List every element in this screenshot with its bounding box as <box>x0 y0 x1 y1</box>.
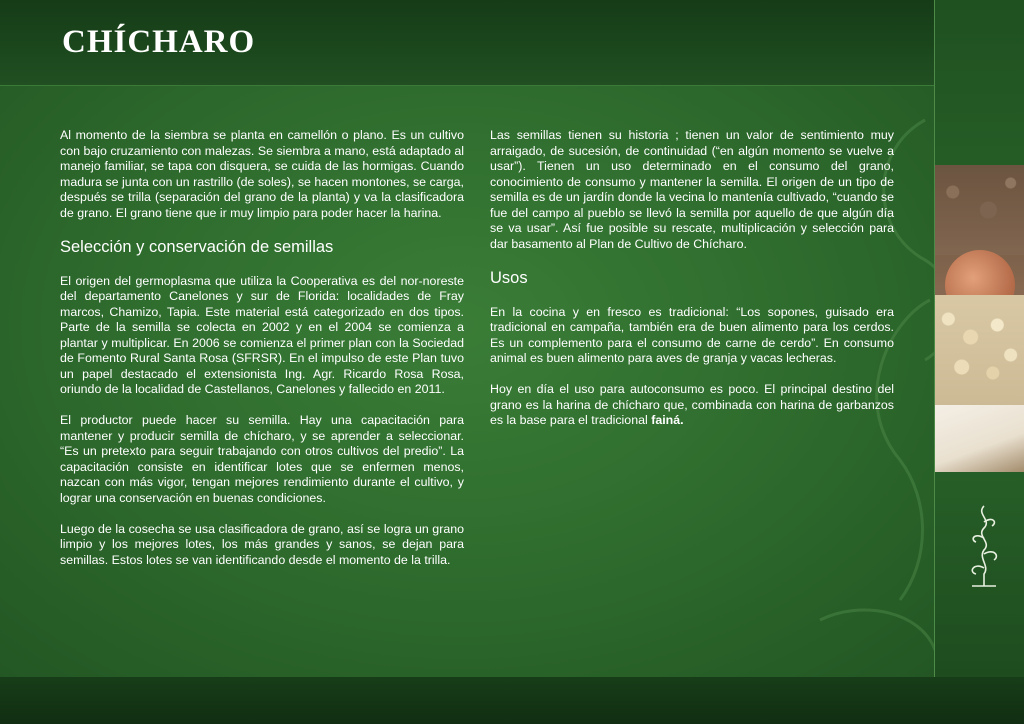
page-title: CHÍCHARO <box>62 24 256 60</box>
photo-paper <box>935 405 1024 472</box>
photo-soil <box>935 165 1024 255</box>
destino-text: Hoy en día el uso para autoconsumo es poco. El principal destino del grano es la harina de chícharo que, combinada con harina de garbanzos es la base para el tradicional <box>490 382 894 427</box>
left-column <box>60 128 464 584</box>
intro-paragraph: Al momento de la siembra se planta en camellón o plano. Es un cultivo con bajo cruzamiento con malezas. Se siembra a mano, está adaptado al manejo familiar, se tapa con disquera, se cuida de las hormigas. Cuando madura se junta con un rastrillo (de soles), se hacen montones, se carga, después se trilla (separación del grano de la planta) y va la clasificadora de grano. El grano tiene que ir muy limpio para poder hacer la harina. <box>60 128 464 220</box>
photo-seeds <box>935 295 1024 415</box>
seeds-photo <box>935 165 1024 472</box>
faina-bold: fainá. <box>651 413 684 427</box>
productor-paragraph: El productor puede hacer su semilla. Hay una capacitación para mantener y producir semilla de chícharo, y se aprender a seleccionar. “Es un pretexto para seguir trabajando con otros cultivos del predio”. La capacitación consiste en identificar lotes que se enfermen menos, nazcan con más vigor, tengan mejores rendimiento durante el cultivo, y lograr una conservación en buenas condiciones. <box>60 413 464 505</box>
section-heading-usos: Usos <box>490 268 528 287</box>
cosecha-paragraph: Luego de la cosecha se usa clasificadora de grano, así se logra un grano limpio y los mejores lotes, los más grandes y sanos, se dejan para semillas. Estos lotes se van identificando desde el momento de la trilla. <box>60 521 464 567</box>
footer-band <box>0 677 1024 724</box>
germoplasma-paragraph: El origen del germoplasma que utiliza la Cooperativa es del nor-noreste del departamento Canelones y sur de Florida: localidades de Fray marcos, Chamizo, Tapia. Este material está categorizado en dos tipos. Parte de la semilla se colecta en 2002 y en el 2004 se comienza a plantar y multiplicar. En 2006 se comienza el primer plan con la Sociedad de Fomento Rural Santa Rosa (SFRSR). En el impulso de este Plan tuvo un papel destacado el extensionista Ing. Agr. Ricardo Rosa Rosa, oriundo de la localidad de Castellanos, Canelones y fallecido en 2011. <box>60 273 464 396</box>
destino-paragraph <box>490 382 894 429</box>
historia-paragraph: Las semillas tienen su historia ; tienen un valor de sentimiento muy arraigado, de sucesión, de continuidad (“en algún momento se vuelve a usar”). Tienen un uso determinado en el consumo del grano, conocimiento de consumo y mantener la semilla. El origen de un tipo de semilla es de un jardín donde la vecina lo mantenía cultivado, “cuando se fue del campo al pueblo se llevó la semilla por aquello de que algún día se va usar”. Así fue posible su rescate, multiplicación y selección para dar basamento al Plan de Cultivo de Chícharo. <box>490 128 894 251</box>
section-heading-seleccion: Selección y conservación de semillas <box>60 237 334 256</box>
flourish-icon <box>962 502 1006 590</box>
right-column <box>490 128 894 444</box>
cocina-paragraph: En la cocina y en fresco es tradicional: “Los sopones, guisado era tradicional en campaña, también era de buen alimento para los cerdos. Es un complemento para el consumo de carne de cerdo”. En consumo animal es buen alimento para aves de granja y vacas lecheras. <box>490 304 894 365</box>
